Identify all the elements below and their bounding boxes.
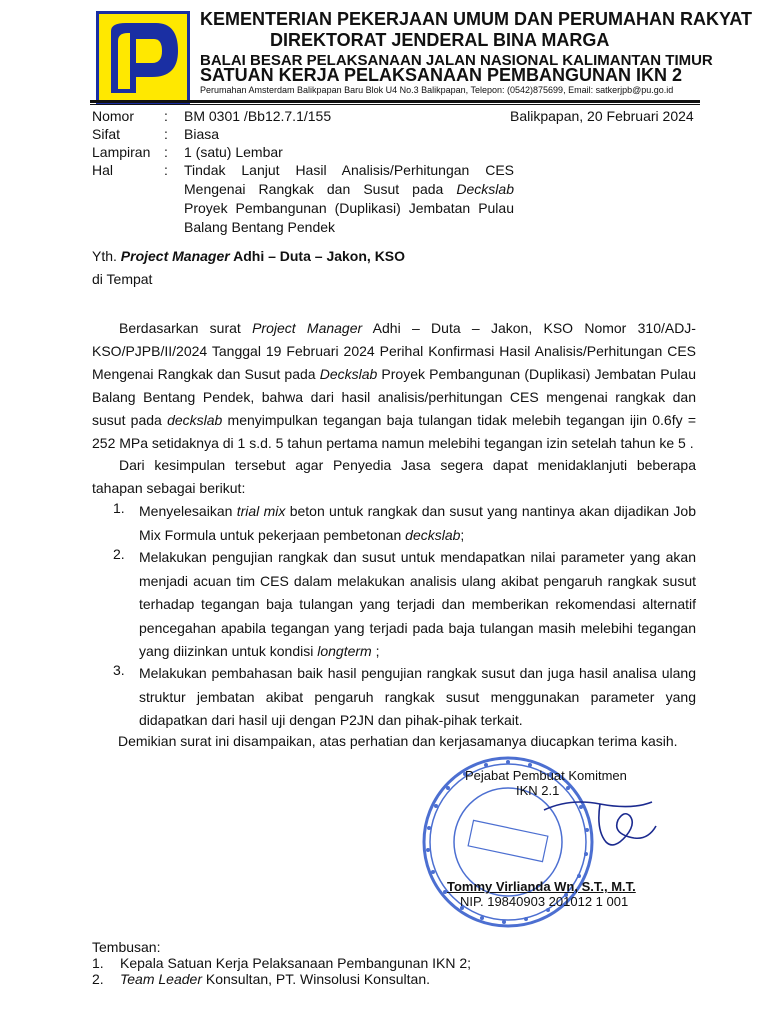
sifat-colon: : [164, 126, 168, 142]
hal-value: Tindak Lanjut Hasil Analisis/Perhitungan CES Mengenai Rangkak dan Susut pada Deckslab Proyek Pembangunan (Duplikasi) Jembatan Pulau Balang Bentang Pendek [184, 162, 514, 235]
directorate-name: DIREKTORAT JENDERAL BINA MARGA [270, 30, 610, 50]
signer-nip: NIP. 19840903 201012 1 001 [460, 894, 629, 909]
place-date: Balikpapan, 20 Februari 2024 [510, 108, 694, 124]
sifat-value: Biasa [184, 126, 220, 142]
header-rule-thin [90, 104, 700, 105]
list-number: 3. [113, 662, 125, 678]
nomor-value: BM 0301 /Bb12.7.1/155 [184, 108, 332, 124]
header-rule [90, 100, 700, 103]
signer-name: Tommy Virlianda Wn, S.T., M.T. [447, 879, 636, 894]
list-item-3: Melakukan pembahasan baik hasil pengujian rangkak susut dan juga hasil analisa ulang struktur jembatan akibat pengaruh rangkak susut menggunakan parameter yang didapatkan dari hasil uji dengan P2JN dan pihak-pihak terkait. [139, 665, 696, 728]
signer-unit: IKN 2.1 [516, 783, 560, 798]
office-address: Perumahan Amsterdam Balikpapan Baru Blok U4 No.3 Balikpapan, Telepon: (0542)875699, Email: satkerjpb@pu.go.id [200, 85, 674, 95]
sifat-label: Sifat [92, 126, 121, 142]
balai-name: BALAI BESAR PELAKSANAAN JALAN NASIONAL KALIMANTAN TIMUR [200, 52, 713, 69]
nomor-colon: : [164, 108, 168, 124]
hal-colon: : [164, 162, 168, 178]
lampiran-label: Lampiran [92, 144, 151, 160]
recipient: Yth. Project Manager Adhi – Duta – Jakon, KSO [92, 248, 406, 264]
satker-name: SATUAN KERJA PELAKSANAAN PEMBANGUNAN IKN 2 [200, 65, 683, 85]
pupr-logo [96, 11, 190, 105]
cc-number: 1. [92, 955, 104, 971]
list-item-1: Menyelesaikan trial mix beton untuk rangkak dan susut yang nantinya akan dijadikan Job Mix Formula untuk pekerjaan pembetonan deckslab; [139, 503, 696, 543]
cc-number: 2. [92, 971, 104, 987]
hal-label: Hal [92, 162, 114, 178]
list-number: 2. [113, 546, 125, 562]
signature-scribble [540, 790, 660, 860]
closing-sentence: Demikian surat ini disampaikan, atas perhatian dan kerjasamanya diucapkan terima kasih. [118, 733, 678, 749]
list-item-2: Melakukan pengujian rangkak dan susut untuk mendapatkan nilai parameter yang akan menjadi acuan tim CES dalam melakukan analisis ulang akibat pengaruh rangkak susut terhadap tegangan baja tulangan yang terjadi dan memberikan rekomendasi alternatif pencegahan apabila tegangan yang terjadi pada baja tulangan masih melebihi tegangan yang diizinkan untuk kondisi longterm ; [139, 549, 696, 659]
recipient-place: di Tempat [92, 271, 153, 287]
paragraph-2: Dari kesimpulan tersebut agar Penyedia Jasa segera dapat menidaklanjuti beberapa tahapan sebagai berikut: [92, 457, 696, 496]
lampiran-colon: : [164, 144, 168, 160]
ministry-name: KEMENTERIAN PEKERJAAN UMUM DAN PERUMAHAN RAKYAT [200, 9, 753, 29]
paragraph-1: Berdasarkan surat Project Manager Adhi – Duta – Jakon, KSO Nomor 310/ADJ-KSO/PJPB/II/2024 Tanggal 19 Februari 2024 Perihal Konfirmasi Hasil Analisis/Perhitungan CES Mengenai Rangkak dan Susut pada Deckslab Proyek Pembangunan (Duplikasi) Jembatan Pulau Balang Bentang Pendek, bahwa dari hasil analisis/perhitungan CES mengenai rangkak dan susut pada deckslab menyimpulkan tegangan baja tulangan tidak melebih tegangan ijin 0.6fy = 252 MPa setidaknya di 1 s.d. 5 tahun pertama namun melebihi tegangan izin setelah tahun ke 5 . [92, 320, 697, 451]
nomor-label: Nomor [92, 108, 135, 124]
cc-item-1: Kepala Satuan Kerja Pelaksanaan Pembangunan IKN 2; [120, 955, 472, 971]
signer-title: Pejabat Pembuat Komitmen [465, 768, 627, 783]
tembusan-label: Tembusan: [92, 939, 161, 955]
list-number: 1. [113, 500, 125, 516]
cc-item-2: Team Leader Konsultan, PT. Winsolusi Konsultan. [120, 971, 430, 987]
lampiran-value: 1 (satu) Lembar [184, 144, 283, 160]
